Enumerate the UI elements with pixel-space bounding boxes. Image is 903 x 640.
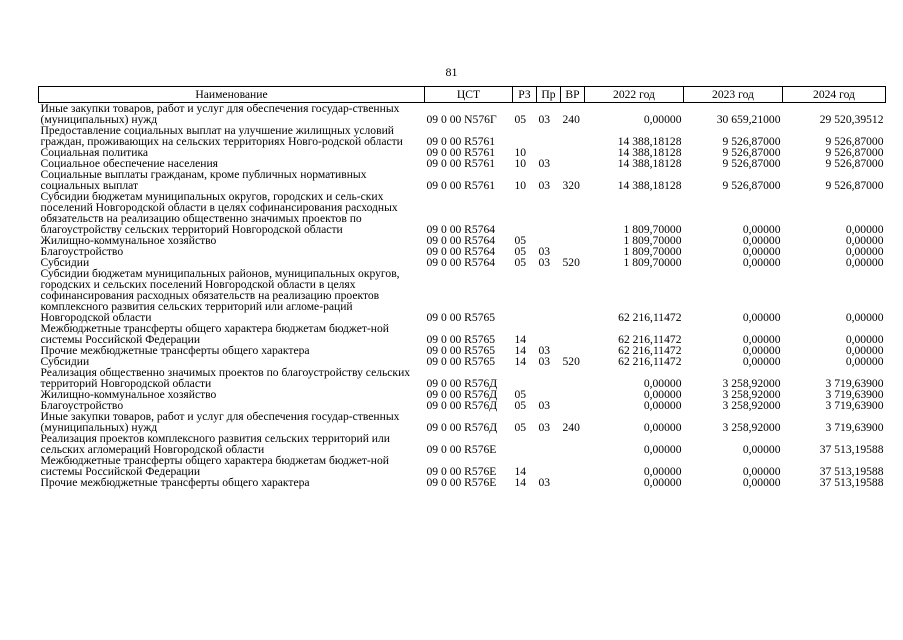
table-row — [39, 103, 886, 126]
row-rz — [513, 268, 537, 323]
row-name: Реализация проектов комплексного развития сельских территорий или сельских агломераций Новгородской области — [40, 432, 390, 456]
row-value-2022: 0,00000 — [643, 377, 682, 390]
row-pr: 03 — [538, 245, 551, 258]
table-row — [39, 268, 886, 323]
row-value-2023: 3 258,92000 — [722, 421, 781, 434]
row-name: Жилищно-коммунальное хозяйство — [40, 388, 217, 401]
row-value-2024: 0,00000 — [845, 355, 884, 368]
row-rz: 14 — [514, 465, 527, 478]
row-code: 09 0 00 R576E — [426, 476, 497, 489]
row-code: 09 0 00 R576Д — [426, 399, 498, 412]
row-value-2022: 1 809,70000 — [623, 256, 682, 269]
row-pr: 03 — [538, 256, 551, 269]
row-code: 09 0 00 R5761 — [426, 157, 496, 170]
row-name: Благоустройство — [40, 245, 124, 258]
table-row — [39, 433, 886, 455]
row-vr — [561, 323, 585, 345]
row-value-2024: 3 719,63900 — [825, 399, 884, 412]
row-value-2022: 62 216,11472 — [618, 311, 682, 324]
row-pr — [537, 268, 561, 323]
row-value-2024: 0,00000 — [845, 245, 884, 258]
row-name: Реализация общественно значимых проектов по благоустройству сельских территорий Новгородской области — [40, 366, 411, 390]
table-body — [39, 103, 886, 489]
row-value-2024: 9 526,87000 — [825, 146, 884, 159]
header-2023: 2023 год — [684, 87, 783, 103]
row-code: 09 0 00 R576Д — [426, 421, 498, 434]
row-vr — [561, 400, 585, 411]
row-value-2023: 3 258,92000 — [722, 399, 781, 412]
row-value-2024: 0,00000 — [845, 311, 884, 324]
row-value-2022: 1 809,70000 — [623, 234, 682, 247]
row-pr — [537, 433, 561, 455]
header-code: ЦСТ — [425, 87, 513, 103]
row-name: Благоустройство — [40, 399, 124, 412]
row-name: Субсидии — [40, 256, 90, 269]
row-rz: 10 — [514, 157, 527, 170]
row-rz: 14 — [514, 476, 527, 489]
row-value-2022: 14 388,18128 — [617, 146, 682, 159]
row-vr — [561, 191, 585, 235]
row-value-2022: 0,00000 — [643, 113, 682, 126]
row-value-2023: 0,00000 — [742, 311, 781, 324]
row-code: 09 0 00 R5765 — [426, 344, 496, 357]
row-code: 09 0 00 R5761 — [426, 135, 496, 148]
row-value-2024: 0,00000 — [845, 333, 884, 346]
row-rz: 05 — [514, 388, 527, 401]
row-value-2024: 9 526,87000 — [825, 179, 884, 192]
header-name: Наименование — [39, 87, 425, 103]
row-value-2023: 30 659,21000 — [716, 113, 781, 126]
row-value-2023: 0,00000 — [742, 465, 781, 478]
row-vr — [561, 455, 585, 477]
row-pr — [537, 455, 561, 477]
row-name: Иные закупки товаров, работ и услуг для обеспечения государ-ственных (муниципальных) нужд — [40, 410, 400, 434]
page-number: 81 — [445, 65, 458, 79]
row-pr: 03 — [538, 179, 551, 192]
row-vr — [561, 433, 585, 455]
row-name: Предоставление социальных выплат на улучшение жилищных условий граждан, проживающих на сельских территориях Новго-родской области — [40, 124, 403, 148]
row-name: Прочие межбюджетные трансферты общего характера — [40, 476, 310, 489]
row-value-2023: 3 258,92000 — [722, 377, 781, 390]
row-pr: 03 — [538, 355, 551, 368]
row-code: 09 0 00 R5764 — [426, 234, 496, 247]
row-rz — [513, 433, 537, 455]
row-value-2024: 3 719,63900 — [825, 388, 884, 401]
row-value-2023: 9 526,87000 — [722, 179, 781, 192]
table-row — [39, 125, 886, 147]
row-rz — [513, 125, 537, 147]
row-value-2023: 0,00000 — [742, 256, 781, 269]
row-value-2023: 0,00000 — [742, 234, 781, 247]
row-value-2023: 0,00000 — [742, 443, 781, 456]
row-value-2022: 62 216,11472 — [618, 333, 682, 346]
table-row — [39, 169, 886, 191]
row-value-2024: 9 526,87000 — [825, 135, 884, 148]
row-name: Субсидии бюджетам муниципальных округов, городских и сель-ских поселений Новгородской области в целях софинансирования расходных обязательств на реализацию общественно значимых проектов по благоустройству сельских территорий Новгородской области — [40, 190, 398, 236]
row-vr — [561, 367, 585, 389]
row-name: Социальные выплаты гражданам, кроме публичных нормативных социальных выплат — [40, 168, 367, 192]
row-rz: 14 — [514, 355, 527, 368]
row-name: Иные закупки товаров, работ и услуг для обеспечения государ-ственных (муниципальных) нужд — [40, 102, 400, 126]
row-code: 09 0 00 R5761 — [426, 146, 496, 159]
row-value-2022: 0,00000 — [643, 388, 682, 401]
row-rz: 05 — [514, 113, 527, 126]
row-value-2022: 1 809,70000 — [623, 245, 682, 258]
row-vr — [561, 158, 585, 169]
row-code: 09 0 00 R5765 — [426, 311, 496, 324]
row-value-2022: 0,00000 — [643, 421, 682, 434]
row-rz: 05 — [514, 421, 527, 434]
row-value-2022: 62 216,11472 — [618, 355, 682, 368]
row-value-2024: 0,00000 — [845, 223, 884, 236]
row-code: 09 0 00 R5765 — [426, 355, 496, 368]
row-value-2022: 0,00000 — [643, 443, 682, 456]
row-pr: 03 — [538, 421, 551, 434]
row-rz: 14 — [514, 333, 527, 346]
row-value-2024: 37 513,19588 — [819, 443, 884, 456]
row-pr — [537, 323, 561, 345]
row-code: 09 0 00 R5764 — [426, 256, 496, 269]
row-value-2024: 0,00000 — [845, 234, 884, 247]
table-row — [39, 191, 886, 235]
row-pr: 03 — [538, 157, 551, 170]
row-vr: 240 — [562, 113, 580, 126]
row-value-2023: 3 258,92000 — [722, 388, 781, 401]
row-value-2023: 0,00000 — [742, 476, 781, 489]
row-code: 09 0 00 N576Г — [426, 113, 497, 126]
row-rz: 14 — [514, 344, 527, 357]
table-row — [39, 367, 886, 389]
row-vr — [561, 125, 585, 147]
row-value-2024: 0,00000 — [845, 344, 884, 357]
row-vr: 320 — [562, 179, 580, 192]
row-code: 09 0 00 R576E — [426, 443, 497, 456]
row-name: Жилищно-коммунальное хозяйство — [40, 234, 217, 247]
row-rz — [513, 191, 537, 235]
row-pr — [537, 367, 561, 389]
row-name: Межбюджетные трансферты общего характера бюджетам бюджет-ной системы Российской Федерации — [40, 454, 390, 478]
row-vr — [561, 268, 585, 323]
row-value-2024: 37 513,19588 — [819, 476, 884, 489]
row-value-2024: 3 719,63900 — [825, 421, 884, 434]
row-value-2022: 0,00000 — [643, 476, 682, 489]
table-row — [39, 411, 886, 433]
row-value-2022: 1 809,70000 — [623, 223, 682, 236]
header-2024: 2024 год — [783, 87, 886, 103]
row-pr: 03 — [538, 476, 551, 489]
row-code: 09 0 00 R5765 — [426, 333, 496, 346]
row-vr: 520 — [562, 256, 580, 269]
row-code: 09 0 00 R5764 — [426, 223, 496, 236]
row-code: 09 0 00 R576E — [426, 465, 497, 478]
row-vr — [561, 147, 585, 158]
row-value-2024: 29 520,39512 — [819, 113, 884, 126]
row-value-2023: 9 526,87000 — [722, 135, 781, 148]
header-rz: РЗ — [513, 87, 537, 103]
row-code: 09 0 00 R5761 — [426, 179, 496, 192]
row-vr: 240 — [562, 421, 580, 434]
row-value-2024: 9 526,87000 — [825, 157, 884, 170]
row-value-2023: 0,00000 — [742, 333, 781, 346]
row-pr — [537, 125, 561, 147]
row-value-2023: 0,00000 — [742, 245, 781, 258]
table-header-row — [39, 87, 886, 103]
header-vr: ВР — [561, 87, 585, 103]
row-value-2022: 0,00000 — [643, 399, 682, 412]
row-vr — [561, 477, 585, 488]
row-value-2022: 14 388,18128 — [617, 135, 682, 148]
row-value-2022: 14 388,18128 — [617, 179, 682, 192]
row-value-2024: 3 719,63900 — [825, 377, 884, 390]
row-pr: 03 — [538, 113, 551, 126]
table-row — [39, 323, 886, 345]
row-rz: 05 — [514, 245, 527, 258]
budget-table — [38, 86, 886, 488]
table-row — [39, 455, 886, 477]
row-value-2024: 37 513,19588 — [819, 465, 884, 478]
row-value-2023: 9 526,87000 — [722, 146, 781, 159]
row-code: 09 0 00 R576Д — [426, 377, 498, 390]
row-value-2022: 0,00000 — [643, 465, 682, 478]
row-name: Социальная политика — [40, 146, 149, 159]
row-pr: 03 — [538, 399, 551, 412]
row-value-2023: 9 526,87000 — [722, 157, 781, 170]
header-pr: Пр — [537, 87, 561, 103]
table-row — [39, 477, 886, 488]
row-vr — [561, 389, 585, 400]
row-name: Прочие межбюджетные трансферты общего характера — [40, 344, 310, 357]
row-rz: 05 — [514, 399, 527, 412]
row-name: Субсидии бюджетам муниципальных районов, муниципальных округов, городских и сельских поселений Новгородской области в целях софинансирования расходных обязательств на реализацию проектов комплексного развития сельских территорий или агломе-раций Новгородской области — [40, 267, 400, 324]
row-code: 09 0 00 R5764 — [426, 245, 496, 258]
row-value-2022: 14 388,18128 — [617, 157, 682, 170]
row-name: Социальное обеспечение населения — [40, 157, 219, 170]
header-2022: 2022 год — [585, 87, 684, 103]
row-value-2024: 0,00000 — [845, 256, 884, 269]
row-name: Межбюджетные трансферты общего характера бюджетам бюджет-ной системы Российской Федерации — [40, 322, 390, 346]
row-rz: 10 — [514, 179, 527, 192]
row-rz: 10 — [514, 146, 527, 159]
row-pr — [537, 191, 561, 235]
row-name: Субсидии — [40, 355, 90, 368]
row-value-2023: 0,00000 — [742, 223, 781, 236]
row-code: 09 0 00 R576Д — [426, 388, 498, 401]
row-vr: 520 — [562, 355, 580, 368]
row-rz: 05 — [514, 256, 527, 269]
row-vr — [561, 235, 585, 246]
row-rz: 05 — [514, 234, 527, 247]
row-value-2023: 0,00000 — [742, 344, 781, 357]
row-value-2023: 0,00000 — [742, 355, 781, 368]
row-pr: 03 — [538, 344, 551, 357]
row-value-2022: 62 216,11472 — [618, 344, 682, 357]
row-rz — [513, 367, 537, 389]
